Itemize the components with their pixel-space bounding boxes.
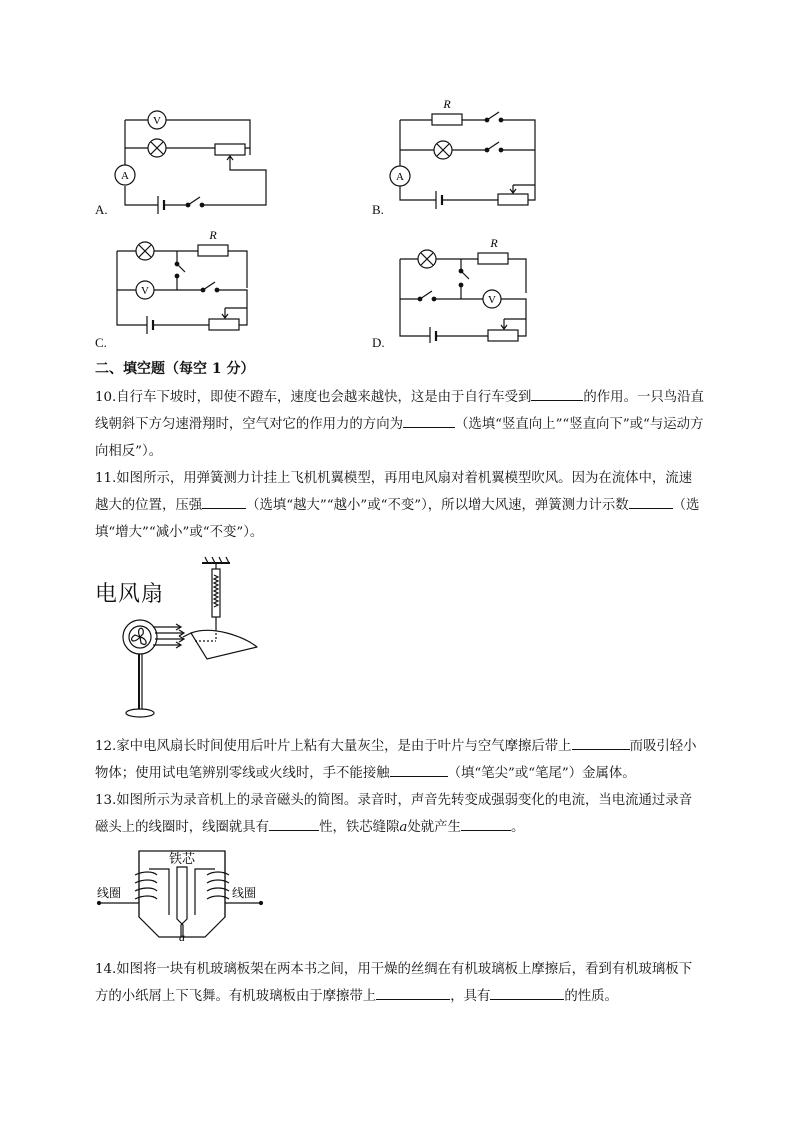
- question-11: [95, 465, 705, 546]
- q13-blank-1[interactable]: [269, 816, 319, 831]
- q14-text-3: 的性质。: [564, 989, 618, 1004]
- question-10: [95, 384, 705, 465]
- q13-text-1: 13.如图所示为录音机上的录音磁头的简图。录音时，声音先转变成强弱变化的电流，当电流通过录音磁头上的线圈时，线圈就具有: [95, 793, 693, 835]
- option-b-label: B.: [372, 202, 384, 217]
- q13-blank-2[interactable]: [461, 816, 511, 831]
- q14-blank-1[interactable]: [376, 985, 450, 1000]
- q13-symbol-a: a: [399, 820, 408, 835]
- q13-text-4: 。: [510, 820, 525, 835]
- circuit-b: [380, 95, 550, 215]
- voltmeter-symbol: V: [141, 285, 149, 297]
- question-13: [95, 787, 705, 841]
- q12-text-3: （填“笔尖”或“笔尾”）金属体。: [447, 766, 636, 781]
- q11-blank-2[interactable]: [629, 494, 673, 509]
- question-12: [95, 733, 705, 787]
- circuit-c: [105, 228, 265, 338]
- fan-wing-figure: [95, 555, 270, 725]
- q13-text-2: 性，铁芯缝隙: [319, 820, 400, 835]
- coil-left-label: 线圈: [97, 886, 122, 900]
- resistor-r-label: R: [209, 228, 217, 242]
- resistor-r-label: R: [443, 97, 451, 111]
- q11-text-3: （选填“增大”“减小”或“不变”）。: [95, 498, 700, 540]
- question-14: [95, 956, 705, 1010]
- ammeter-symbol: A: [396, 171, 404, 183]
- core-label: 铁芯: [168, 852, 196, 867]
- q12-blank-1[interactable]: [572, 735, 630, 750]
- q10-text-1: 10.自行车下坡时，即使不蹬车，速度也会越来越快，这是由于自行车受到: [95, 390, 532, 405]
- q12-text-2: 而吸引轻小物体；使用试电笔辨别零线或火线时，手不能接触: [95, 739, 697, 781]
- section-title: 二、填空题（每空 1 分）: [95, 361, 255, 377]
- q10-text-2: 的作用。一只鸟沿直线朝斜下方匀速滑翔时，空气对它的作用力的方向为: [95, 390, 704, 432]
- circuit-d: [388, 233, 538, 343]
- q11-text-1: 11.如图所示，用弹簧测力计挂上飞机机翼模型，再用电风扇对着机翼模型吹风。因为在流体中，流速越大的位置，压强: [95, 471, 693, 513]
- option-c-label: C.: [95, 335, 107, 350]
- q10-text-3: （选填“竖直向上”“竖直向下”或“与运动方向相反”）。: [95, 417, 704, 459]
- circuit-a: [90, 100, 280, 220]
- q14-text-2: ，具有: [450, 989, 491, 1004]
- option-a-label: A.: [95, 202, 108, 217]
- q11-text-2: （选填“越大”“越小”或“不变”），所以增大风速，弹簧测力计示数: [246, 498, 629, 513]
- coil-right-label: 线圈: [232, 886, 257, 900]
- q11-blank-1[interactable]: [202, 494, 246, 509]
- q12-text-1: 12.家中电风扇长时间使用后叶片上粘有大量灰尘，是由于叶片与空气摩擦后带上: [95, 739, 572, 754]
- voltmeter-symbol: V: [488, 294, 496, 306]
- q14-text-1: 14.如图将一块有机玻璃板架在两本书之间，用干燥的丝绸在有机玻璃板上摩擦后，看到有机玻璃板下方的小纸屑上下飞舞。有机玻璃板由于摩擦带上: [95, 962, 693, 1004]
- ammeter-symbol: A: [121, 170, 129, 182]
- fan-label: 电风扇: [95, 582, 165, 607]
- resistor-r-label: R: [490, 236, 498, 250]
- voltmeter-symbol: V: [153, 115, 161, 127]
- q10-blank-1[interactable]: [531, 386, 583, 401]
- option-d-label: D.: [372, 335, 385, 350]
- q13-text-3: 处就产生: [407, 820, 461, 835]
- q12-blank-2[interactable]: [390, 762, 448, 777]
- q14-blank-2[interactable]: [490, 985, 564, 1000]
- gap-a-label: a: [179, 930, 185, 944]
- q10-blank-2[interactable]: [403, 413, 455, 428]
- recording-head-figure: [95, 845, 275, 945]
